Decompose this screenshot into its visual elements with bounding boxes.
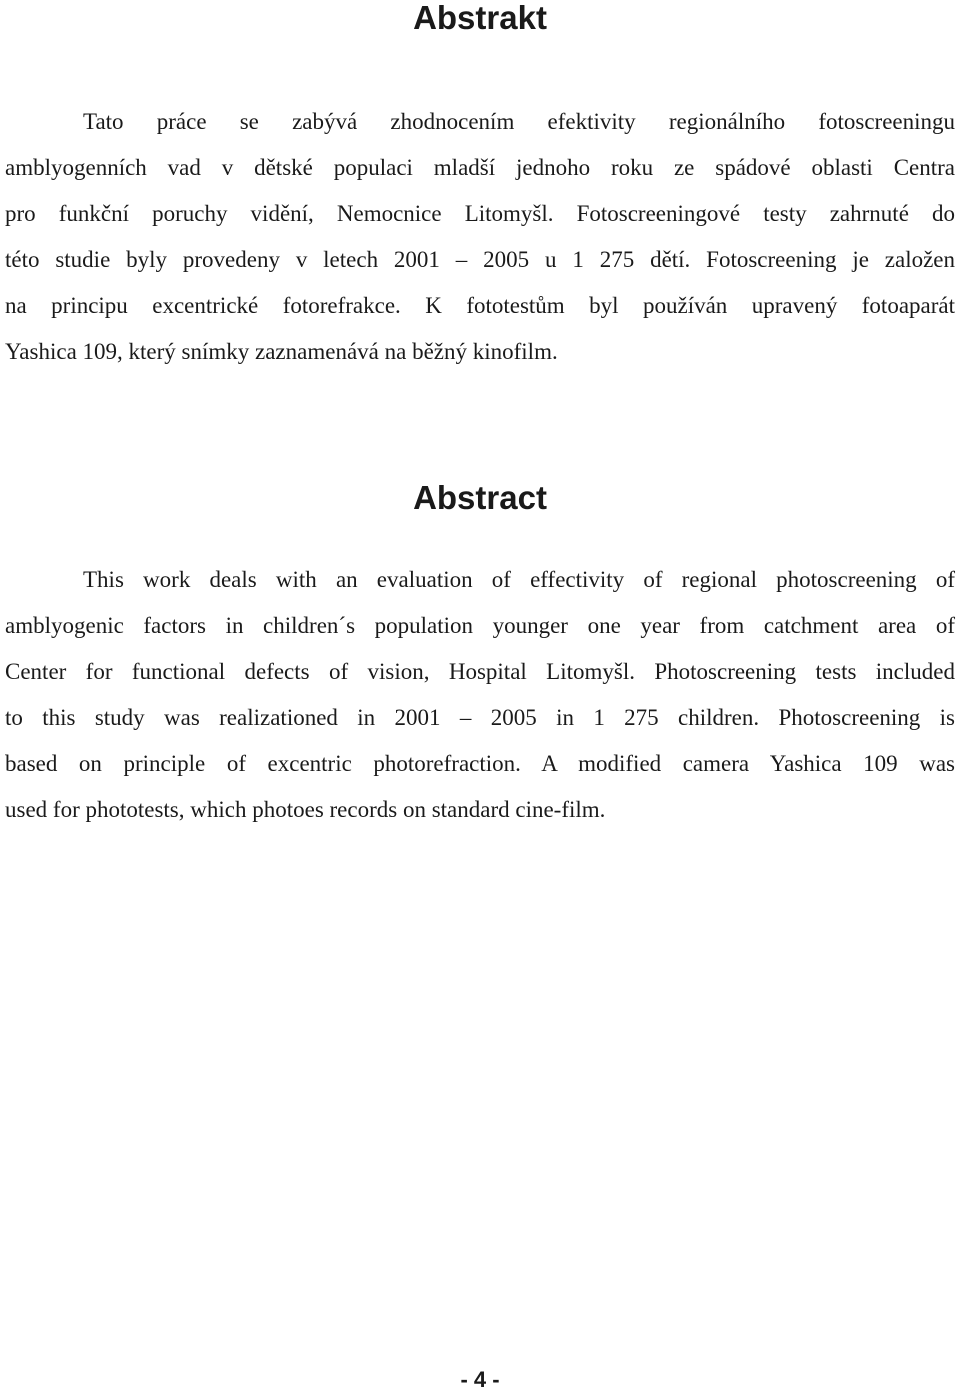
paragraph-line: used for phototests, which photoes records on standard cine-film. xyxy=(5,797,606,822)
abstract-heading: Abstract xyxy=(413,479,547,516)
paragraph-line: Yashica 109, který snímky zaznamenává na běžný kinofilm. xyxy=(5,339,558,364)
paragraph-line: based on principle of excentric photorefraction. A modified camera Yashica 109 was xyxy=(5,751,955,776)
abstrakt-paragraph xyxy=(5,99,955,375)
paragraph-line: amblyogenic factors in children´s population younger one year from catchment area of xyxy=(5,613,955,638)
paragraph-line: pro funkční poruchy vidění, Nemocnice Litomyšl. Fotoscreeningové testy zahrnuté do xyxy=(5,201,955,226)
paragraph-line: amblyogenních vad v dětské populaci mladší jednoho roku ze spádové oblasti Centra xyxy=(5,155,955,180)
abstract-paragraph xyxy=(5,557,955,833)
page-number: - 4 - xyxy=(460,1367,500,1392)
paragraph-line: na principu excentrické fotorefrakce. K fototestům byl používán upravený fotoaparát xyxy=(5,293,955,318)
abstrakt-heading: Abstrakt xyxy=(413,0,547,36)
paragraph-line: This work deals with an evaluation of effectivity of regional photoscreening of xyxy=(83,567,955,592)
paragraph-line: Center for functional defects of vision, Hospital Litomyšl. Photoscreening tests included xyxy=(5,659,955,684)
paragraph-line: této studie byly provedeny v letech 2001 – 2005 u 1 275 dětí. Fotoscreening je založen xyxy=(5,247,955,272)
paragraph-line: to this study was realizationed in 2001 – 2005 in 1 275 children. Photoscreening is xyxy=(5,705,955,730)
paragraph-line: Tato práce se zabývá zhodnocením efektivity regionálního fotoscreeningu xyxy=(83,109,955,134)
